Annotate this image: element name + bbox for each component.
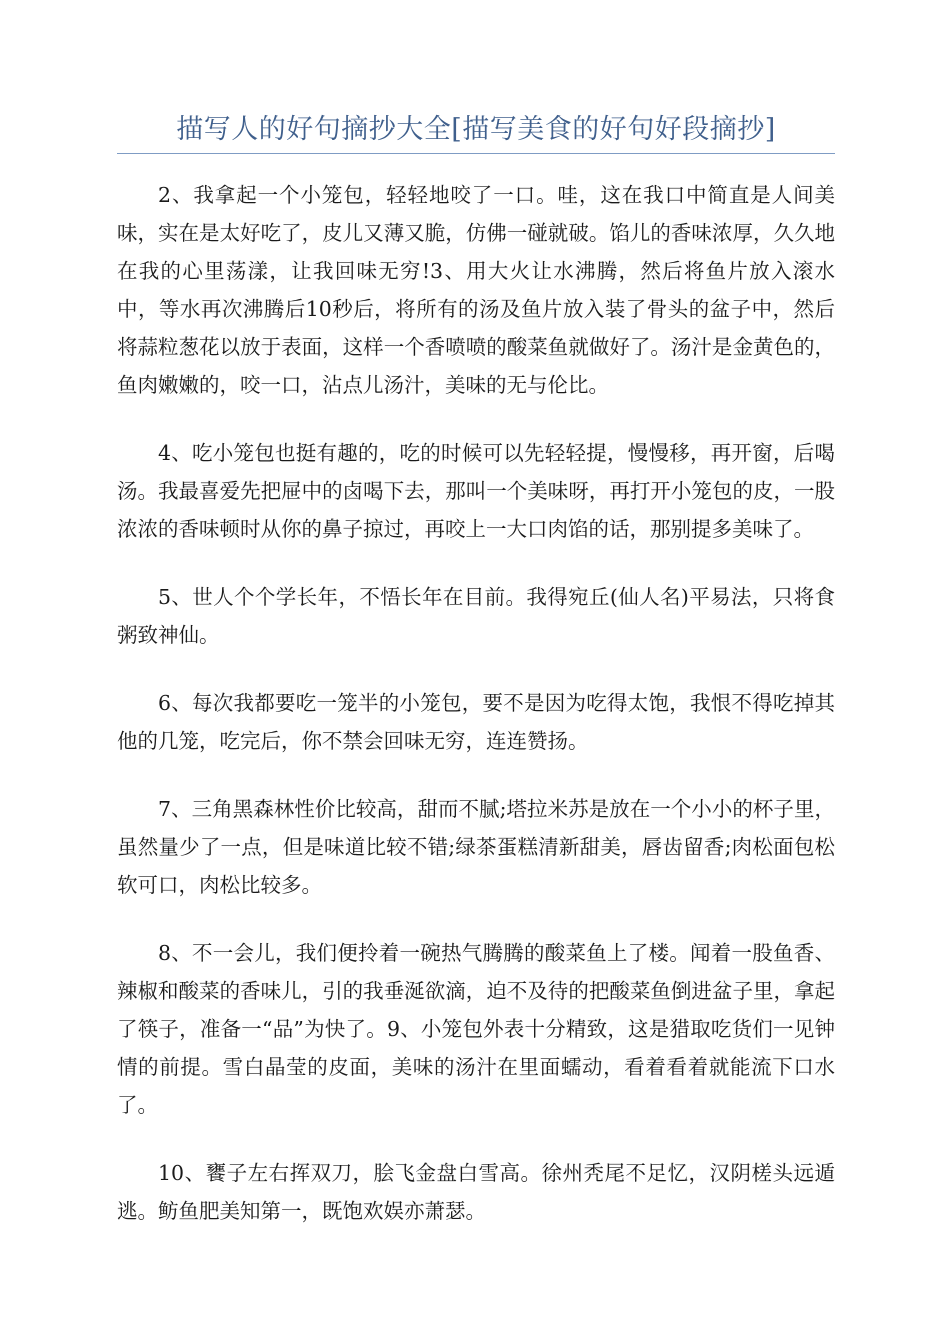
paragraph-5: 7、三角黑森林性价比较高，甜而不腻;塔拉米苏是放在一个小小的杯子里，虽然量少了一点，但是味道比较不错;绿茶蛋糕清新甜美，唇齿留香;肉松面包松软可口，肉松比较多。 [117,797,835,897]
paragraph-2: 4、吃小笼包也挺有趣的，吃的时候可以先轻轻提，慢慢移，再开窗，后喝汤。我最喜爱先把屉中的卤喝下去，那叫一个美味呀，再打开小笼包的皮，一股浓浓的香味顿时从你的鼻子掠过，再咬上一大口肉馅的话，那别提多美味了。 [117,441,835,541]
paragraph-4: 6、每次我都要吃一笼半的小笼包，要不是因为吃得太饱，我恨不得吃掉其他的几笼，吃完后，你不禁会回味无穷，连连赞扬。 [117,691,835,753]
document-title: 描写人的好句摘抄大全[描写美食的好句好段摘抄] [176,114,776,145]
paragraph-1: 2、我拿起一个小笼包，轻轻地咬了一口。哇，这在我口中简直是人间美味，实在是太好吃了，皮儿又薄又脆，仿佛一碰就破。馅儿的香味浓厚，久久地在我的心里荡漾，让我回味无穷!3、用大火让水沸腾，然后将鱼片放入滚水中，等水再次沸腾后10秒后，将所有的汤及鱼片放入装了骨头的盆子中，然后将蒜粒葱花以放于表面，这样一个香喷喷的酸菜鱼就做好了。汤汁是金黄色的，鱼肉嫩嫩的，咬一口，沾点儿汤汁，美味的无与伦比。 [117,183,835,397]
paragraph-3: 5、世人个个学长年，不悟长年在目前。我得宛丘(仙人名)平易法，只将食粥致神仙。 [117,585,835,647]
document-body [117,148,835,1230]
paragraph-7: 10、饔子左右挥双刀，脍飞金盘白雪高。徐州秃尾不足忆，汉阴槎头远遁逃。鲂鱼肥美知第一，既饱欢娱亦萧瑟。 [117,1161,835,1223]
paragraph-6: 8、不一会儿，我们便拎着一碗热气腾腾的酸菜鱼上了楼。闻着一股鱼香、辣椒和酸菜的香味儿，引的我垂涎欲滴，迫不及待的把酸菜鱼倒进盆子里，拿起了筷子，准备一“品”为快了。9、小笼包外表十分精致，这是猎取吃货们一见钟情的前提。雪白晶莹的皮面，美味的汤汁在里面蠕动，看着看着就能流下口水了。 [117,941,835,1117]
